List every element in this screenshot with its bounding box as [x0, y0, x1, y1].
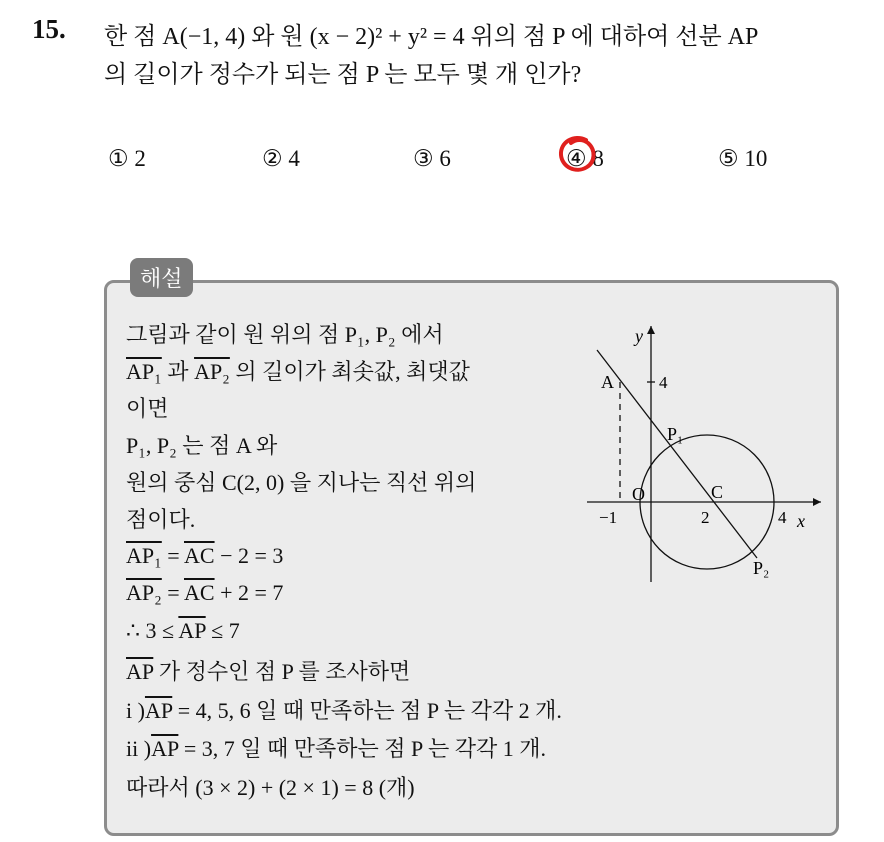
choice-mark: ⑤ [718, 146, 739, 171]
solution-line-8 [126, 580, 283, 606]
answer-circle-mark [556, 134, 598, 176]
segment-ap2: AP₂ [194, 359, 230, 384]
solution-line-10 [126, 655, 410, 686]
text: = [161, 580, 184, 605]
question-text-line-2: 의 길이가 정수가 되는 점 P 는 모두 몇 개 인가? [104, 62, 582, 88]
choice-value: 8 [592, 146, 604, 171]
choice-2[interactable] [262, 146, 300, 172]
solution-line-3: 이면 [126, 396, 169, 421]
origin-label: O [632, 484, 645, 504]
choice-value: 10 [744, 146, 768, 171]
segment-ac: $\overline{AC}$ [184, 580, 215, 605]
y-tick-label-4: 4 [659, 373, 668, 392]
text: + 2 = 7 [214, 580, 284, 605]
point-a-label: A [601, 372, 614, 392]
segment-ap: $\overline{AP}$ [144, 698, 173, 723]
point-p2-label: P₂ [753, 558, 770, 578]
solution-line-9 [126, 618, 240, 644]
text: = 4, 5, 6 일 때 만족하는 점 P 는 각각 2 개. [172, 698, 562, 723]
y-axis-label: y [635, 326, 643, 346]
y-axis-arrow [647, 326, 655, 334]
choice-mark: ③ [413, 146, 434, 171]
segment-ac: $\overline{AC}$ [184, 543, 215, 568]
x-tick-label-neg1: −1 [599, 508, 618, 527]
x-axis-label: x [797, 511, 805, 531]
center-c-label: C [711, 482, 724, 502]
text: i ) [126, 698, 145, 723]
question-number: 15. [32, 14, 66, 44]
point-p1-label: P₁ [667, 424, 684, 444]
x-axis-arrow [813, 498, 821, 506]
line-ac [597, 350, 757, 558]
text: 가 정수인 점 P 를 조사하면 [153, 659, 411, 684]
choice-3[interactable] [413, 146, 451, 172]
choice-value: 4 [288, 146, 300, 171]
x-tick-label-2: 2 [701, 508, 710, 527]
text: 의 길이가 최솟값, 최댓값 [229, 359, 470, 384]
text: = [161, 543, 184, 568]
segment-ap2: AP₂ [126, 580, 162, 605]
choice-value: 2 [134, 146, 146, 171]
choice-5[interactable] [718, 146, 767, 172]
segment-ap: $\overline{AP}$ [151, 736, 179, 761]
text: − 2 = 3 [214, 543, 284, 568]
solution-line-12 [126, 732, 546, 763]
solution-line-2 [126, 355, 470, 386]
choice-mark: ① [108, 146, 129, 171]
text: ∴ 3 ≤ [126, 618, 179, 643]
solution-line-11 [126, 694, 562, 725]
segment-ap: $\overline{AP}$ [126, 659, 154, 684]
solution-line-1: 그림과 같이 원 위의 점 P₁, P₂ 에서 [126, 322, 444, 347]
text: 과 [161, 359, 195, 384]
x-tick-label-4: 4 [778, 508, 787, 527]
text: ≤ 7 [205, 618, 240, 643]
question-text-line-1: 한 점 A(−1, 4) 와 원 (x − 2)² + y² = 4 위의 점 P 에 대하여 선분 AP [104, 24, 759, 50]
text: ii ) [126, 736, 152, 761]
choice-mark: ④ [566, 146, 587, 171]
choice-mark: ② [262, 146, 283, 171]
choice-value: 6 [439, 146, 451, 171]
segment-ap: $\overline{AP}$ [178, 618, 206, 643]
solution-line-5: 원의 중심 C(2, 0) 을 지나는 직선 위의 [126, 470, 477, 495]
coordinate-figure [585, 320, 825, 590]
solution-line-4: P₁, P₂ 는 점 A 와 [126, 433, 278, 458]
solution-line-6: 점이다. [126, 507, 196, 532]
solution-tag: 해설 [130, 258, 193, 297]
choice-1[interactable] [108, 146, 146, 172]
text: = 3, 7 일 때 만족하는 점 P 는 각각 1 개. [178, 736, 546, 761]
segment-ap1: AP₁ [126, 543, 162, 568]
segment-ap1: AP₁ [126, 359, 162, 384]
solution-line-13: 따라서 (3 × 2) + (2 × 1) = 8 (개) [126, 775, 415, 800]
solution-line-7 [126, 543, 283, 569]
